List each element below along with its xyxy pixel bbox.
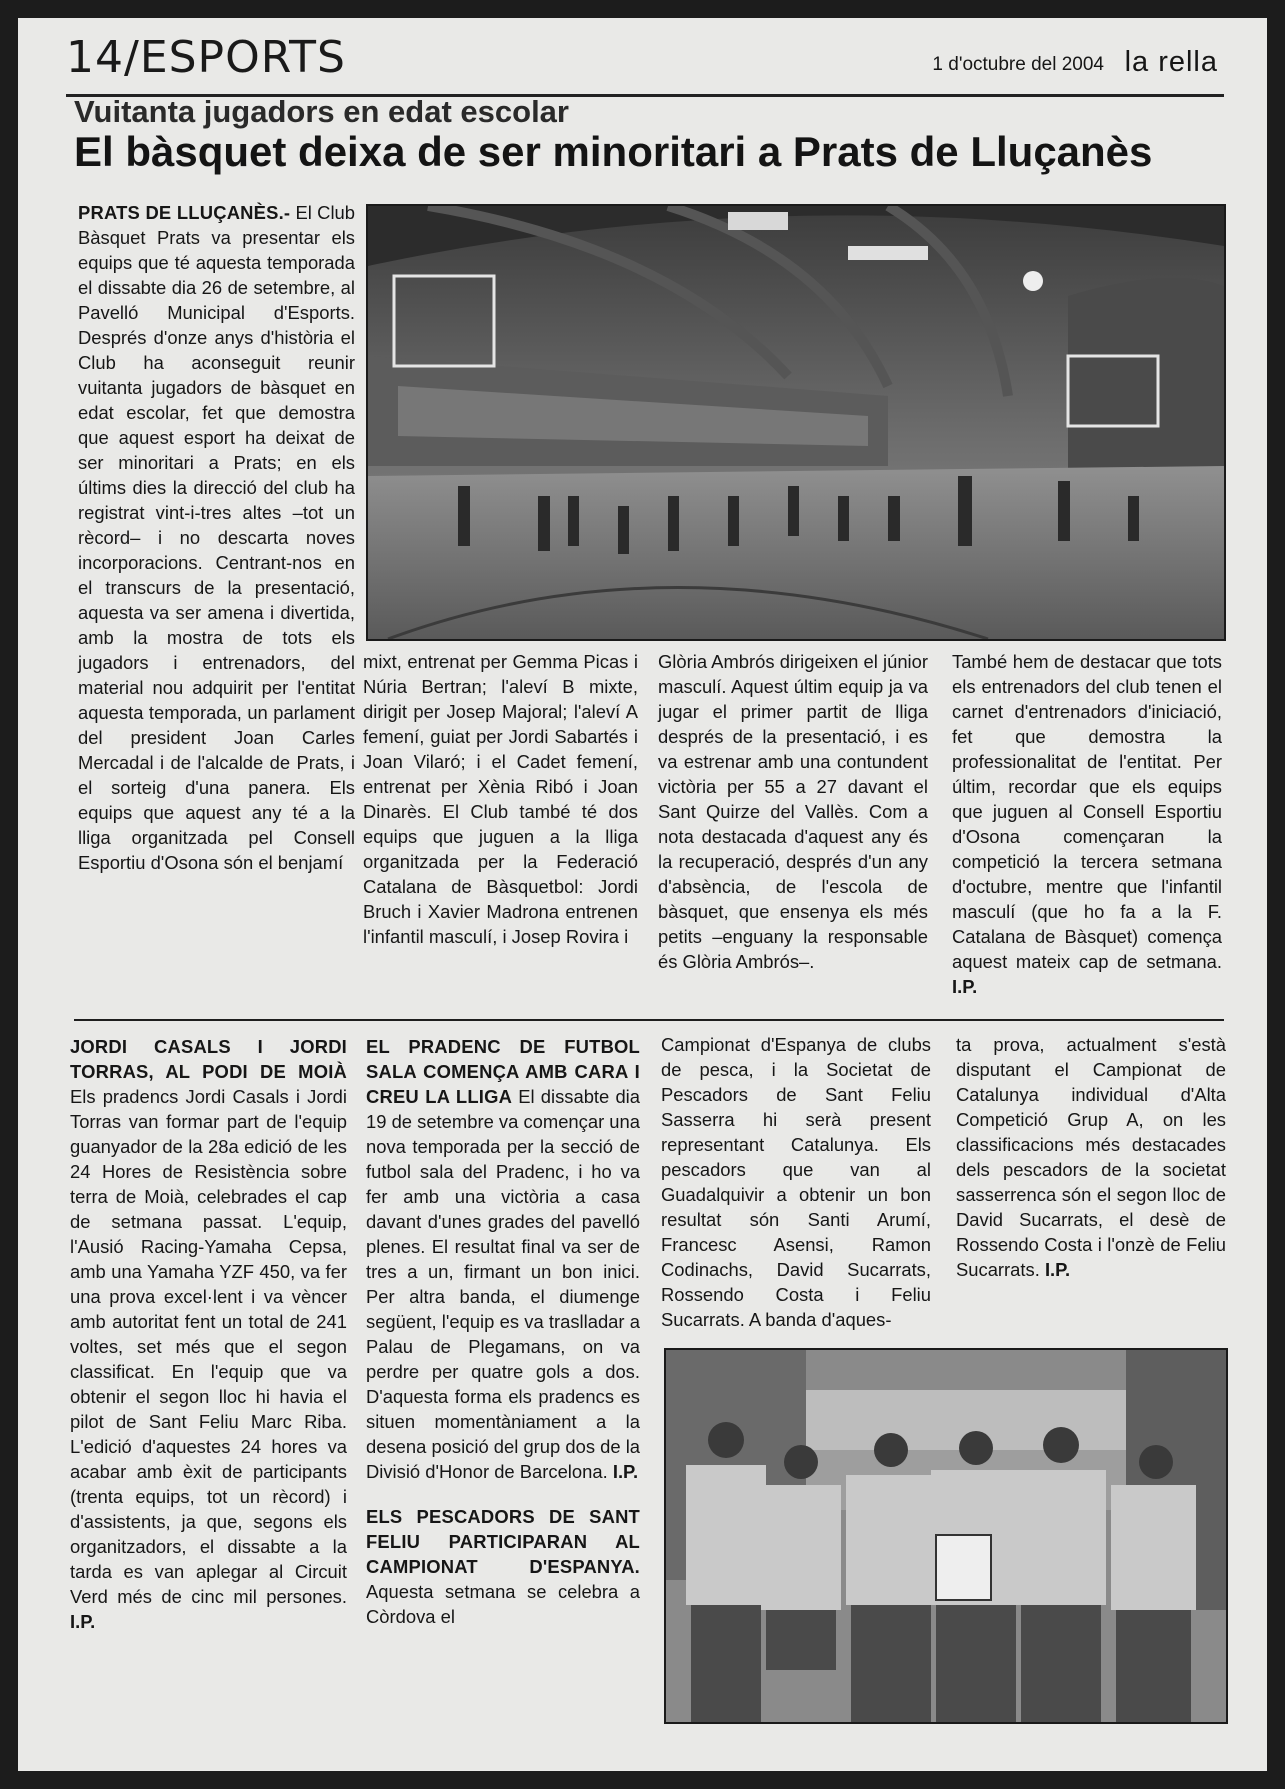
brief-moia-signature: I.P. (70, 1611, 96, 1632)
article-body-col3: Glòria Ambrós dirigeixen el júnior masculí. Aquest últim equip ja va jugar el primer partit de lliga després de la presentació, i es va estrenar amb una contundent victòria per 55 a 27 davant el Sant Quirze del Vallès. Com a nota destacada d'aquest any és la recuperació, després d'un any d'absència, de l'escola de bàsquet, que ensenya els més petits –enguany la responsable és Glòria Ambrós–. (658, 651, 928, 972)
basketball-court-photo (366, 204, 1226, 641)
article-dateline: PRATS DE LLUÇANÈS.- (78, 202, 291, 223)
article-body-col2: mixt, entrenat per Gemma Picas i Núria Bertran; l'aleví B mixte, dirigit per Josep Majoral; l'aleví A femení, guiat per Jordi Sabartés i Joan Vilaró; i el Cadet femení, entrenat per Xènia Ribó i Joan Dinarès. El Club també té dos equips que juguen a la lliga organitzada per la Federació Catalana de Bàsquetbol: Jordi Bruch i Xavier Madrona entrenen l'infantil masculí, i Josep Rovira i (363, 651, 638, 947)
article-signature: I.P. (952, 976, 978, 997)
brief-futbol-signature: I.P. (612, 1461, 639, 1482)
publication-name: la rella (1124, 46, 1218, 78)
brief-futbol (366, 1034, 640, 1629)
brief-pesca-body-a: Aquesta setmana se celebra a Còrdova el (366, 1581, 640, 1627)
brief-pesca-body-c: ta prova, actualment s'està disputant el Campionat de Catalunya individual d'Alta Competició Grup A, on les classificacions més destacades dels pescadors de la societat sasserrenca són el segon lloc de David Sucarrats, el desè de Rossendo Costa i l'onzè de Feliu Sucarrats. (956, 1034, 1226, 1280)
brief-moia-lead: JORDI CASALS I JORDI TORRAS, AL PODI DE MOIÀ (70, 1036, 347, 1082)
article-headline: El bàsquet deixa de ser minoritari a Prats de Lluçanès (74, 128, 1153, 175)
fishermen-team-photo (664, 1348, 1228, 1724)
brief-pesca-col-c (956, 1032, 1226, 1282)
masthead (66, 28, 1224, 97)
brief-moia-body: Els pradencs Jordi Casals i Jordi Torras van formar part de l'equip guanyador de la 28a edició de les 24 Hores de Resistència sobre terra de Moià, celebrades el cap de setmana passat. L'equip, l'Ausió Racing-Yamaha Cepsa, amb una Yamaha YZF 450, va fer una prova excel·lent i va vèncer amb autoritat fent un total de 241 voltes, set més que el segon classificat. En l'equip que va obtenir el segon lloc hi havia el pilot de Sant Feliu Marc Riba. L'edició d'aquestes 24 hores va acabar amb èxit de participants (trenta equips, tot un rècord) i d'assistents, ja que, segons els organitzadors, el dissabte a la tarda es van aplegar al Circuit Verd més de cinc mil persones. (70, 1086, 347, 1607)
section-title: 14/ESPORTS (66, 32, 346, 83)
brief-futbol-lead: EL PRADENC DE FUTBOL SALA COMENÇA AMB CARA I CREU LA LLIGA (366, 1036, 640, 1107)
article-body-col4: També hem de destacar que tots els entrenadors del club tenen el carnet d'entrenadors d'iniciació, fet que demostra la professionalitat de l'entitat. Per últim, recordar que els equips que juguen al Consell Esportiu d'Osona començaran la competició la tercera setmana d'octubre, mentre que l'infantil masculí (que ho fa a la F. Catalana de Bàsquet) comença aquest mateix cap de setmana. (952, 651, 1222, 972)
brief-pesca-body-b: Campionat d'Espanya de clubs de pesca, i la Societat de Pescadors de Sant Feliu Sasserra hi serà present representant Catalunya. Els pescadors que van al Guadalquivir a obtenir un bon resultat són Santi Arumí, Francesc Asensi, Ramon Codinachs, David Sucarrats, Rossendo Costa i Feliu Sucarrats. A banda d'aques- (661, 1034, 931, 1330)
article-column-4 (952, 649, 1222, 999)
newspaper-page (18, 18, 1267, 1771)
brief-futbol-body: El dissabte dia 19 de setembre va començar una nova temporada per la secció de futbol sala del Pradenc, i ho va fer amb una victòria a casa davant d'unes grades del pavelló plenes. El resultat final va ser de tres a un, firmant un bon inici. Per altra banda, el diumenge següent, l'equip es va traslladar a Palau de Plegamans, on va perdre per quatre gols a dos. D'aquesta forma els pradencs es situen momentàniament a la desena posició del grup dos de la Divisió d'Honor de Barcelona. (366, 1086, 641, 1482)
article-column-1 (78, 200, 355, 875)
article-body-col1: El Club Bàsquet Prats va presentar els equips que té aquesta temporada el dissabte dia 26 de setembre, al Pavelló Municipal d'Esports. Després d'onze anys d'història el Club ha aconseguit reunir vuitanta jugadors de bàsquet en edat escolar, fet que demostra que aquest esport ha deixat de ser minoritari a Prats; en els últims dies la direcció del club ha registrat vint-i-tres altes –tot un rècord– i no descarta noves incorporacions. Centrant-nos en el transcurs de la presentació, aquesta va ser amena i divertida, amb la mostra de tots els jugadors i entrenadors, del material nou adquirit per l'entitat aquesta temporada, un parlament del president Joan Carles Mercadal i de l'alcalde de Prats, i el sorteig d'una panera. Els equips que aquest any té a la lliga organitzada pel Consell Esportiu d'Osona són el benjamí (78, 202, 355, 873)
brief-pesca-col-b (661, 1032, 931, 1332)
issue-date: 1 d'octubre del 2004 (932, 54, 1104, 75)
brief-pesca-signature: I.P. (1044, 1259, 1071, 1280)
article-column-2 (363, 649, 638, 949)
section-divider (74, 1019, 1224, 1021)
article-column-3 (658, 649, 928, 974)
brief-moia (70, 1034, 347, 1634)
article-kicker: Vuitanta jugadors en edat escolar (74, 94, 569, 129)
brief-pesca-lead: ELS PESCADORS DE SANT FELIU PARTICIPARAN AL CAMPIONAT D'ESPANYA. (366, 1506, 640, 1577)
